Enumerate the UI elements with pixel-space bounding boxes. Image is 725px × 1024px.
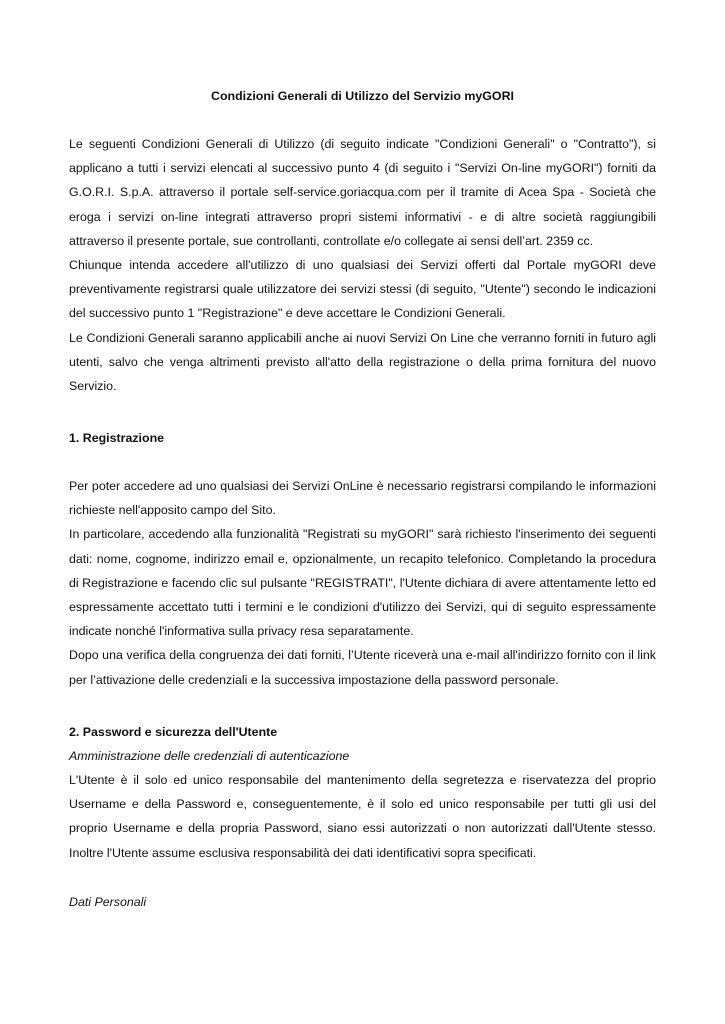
subheading-dati-personali: Dati Personali	[69, 895, 147, 909]
registrazione-paragraph: In particolare, accedendo alla funzionalità "Registrati su myGORI" sarà richiesto l'inserimento dei seguenti dati: nome, cognome, indirizzo email e, opzionalmente, un recapito telefonico. Completando la procedura di Registrazione e facendo clic sul pulsante "REGISTRATI", l'Utente dichiara di avere attentamente letto ed espressamente accettato tutti i termini e le condizioni d'utilizzo dei Servizi, qui di seguito espressamente indicate nonché l'informativa sulla privacy resa separatamente.	[69, 527, 656, 639]
intro-paragraph: Le seguenti Condizioni Generali di Utilizzo (di seguito indicate "Condizioni Generali" o "Contratto"), si applicano a tutti i servizi elencati al successivo punto 4 (di seguito i "Servizi On-line myGORI") forniti da G.O.R.I. S.p.A. attraverso il portale self-service.goriacqua.com per il tramite di Acea Spa - Società che eroga i servizi on-line integrati attraverso propri sistemi informativi - e di altre società raggiungibili attraverso il presente portale, sue controllanti, controllate e/o collegate ai sensi dell’art. 2359 cc.	[69, 137, 656, 248]
intro-paragraph: Le Condizioni Generali saranno applicabili anche ai nuovi Servizi On Line che verranno forniti in futuro agli utenti, salvo che venga altrimenti previsto all'atto della registrazione o della prima fornitura del nuovo Servizio.	[69, 330, 656, 394]
password-paragraph: L'Utente è il solo ed unico responsabile del mantenimento della segretezza e riservatezza del proprio Username e della Password e, conseguentemente, è il solo ed unico responsabile per tutti gli usi del proprio Username e della propria Password, siano essi autorizzati o non autorizzati dall'Utente stesso. Inoltre l'Utente assume esclusiva responsabilità dei dati identificativi sopra specificati.	[69, 773, 656, 860]
section-heading-password: 2. Password e sicurezza dell'Utente	[69, 725, 278, 739]
password-section	[69, 768, 656, 865]
registrazione-section	[69, 474, 656, 692]
section-heading-registrazione: 1. Registrazione	[69, 431, 165, 445]
registrazione-paragraph: Dopo una verifica della congruenza dei dati forniti, l’Utente riceverà una e-mail all'indirizzo fornito con il link per l’attivazione delle credenziali e la successiva impostazione della password personale.	[69, 648, 656, 687]
intro-section	[69, 132, 656, 398]
registrazione-paragraph: Per poter accedere ad uno qualsiasi dei Servizi OnLine è necessario registrarsi compilando le informazioni richieste nell'apposito campo del Sito.	[69, 479, 656, 518]
subheading-credenziali: Amministrazione delle credenziali di autenticazione	[69, 749, 350, 763]
document-title: Condizioni Generali di Utilizzo del Servizio myGORI	[211, 89, 514, 103]
intro-paragraph: Chiunque intenda accedere all'utilizzo di uno qualsiasi dei Servizi offerti dal Portale myGORI deve preventivamente registrarsi quale utilizzatore dei servizi stessi (di seguito, "Utente") secondo le indicazioni del successivo punto 1 "Registrazione" e deve accettare le Condizioni Generali.	[69, 258, 656, 321]
